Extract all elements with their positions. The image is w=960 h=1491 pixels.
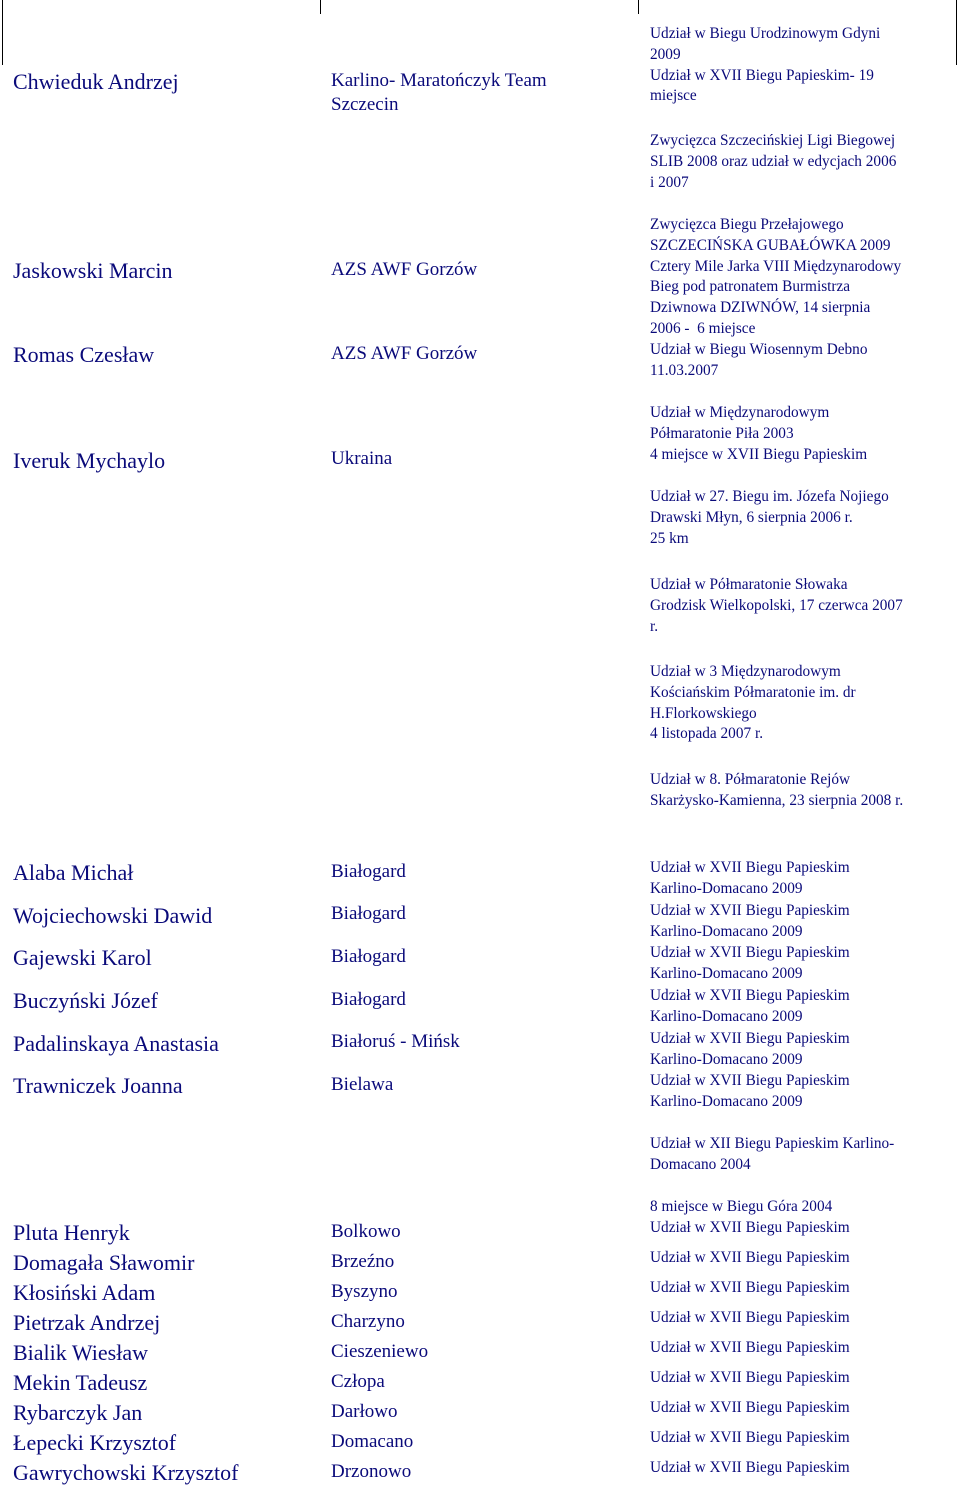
participant-name: Trawniczek Joanna [13, 1073, 183, 1098]
participant-club: Białoruś - Mińsk [331, 1031, 460, 1052]
column-divider [320, 0, 321, 14]
achievement-text: Udział w XVII Biegu Papieskim Karlino-Domacano 2009 [650, 1072, 850, 1110]
achievement-text: Udział w XVII Biegu Papieskim [650, 1369, 850, 1386]
participant-name: Pietrzak Andrzej [13, 1310, 161, 1335]
participant-club: Cieszeniewo [331, 1341, 429, 1362]
participant-club: Domacano [331, 1431, 414, 1452]
participant-club: Białogard [331, 861, 406, 882]
participant-name: Romas Czesław [13, 342, 155, 367]
achievement-text: Udział w Półmaratonie Słowaka Grodzisk Wielkopolski, 17 czerwca 2007 r. [650, 576, 903, 635]
achievement-text: Udział w XVII Biegu Papieskim [650, 1279, 850, 1296]
achievement-text: Udział w Biegu Urodzinowym Gdyni 2009 Udział w XVII Biegu Papieskim- 19 miejsce [650, 25, 881, 105]
achievement-text: Udział w 27. Biegu im. Józefa Nojiego Drawski Młyn, 6 sierpnia 2006 r. 25 km [650, 488, 889, 547]
participant-name: Gajewski Karol [13, 945, 152, 970]
participant-club: Człopa [331, 1371, 385, 1392]
achievement-text: Udział w Międzynarodowym Półmaratonie Piła 2003 4 miejsce w XVII Biegu Papieskim [650, 404, 868, 463]
participant-club: Charzyno [331, 1311, 405, 1332]
achievement-text: Udział w XVII Biegu Papieskim [650, 1429, 850, 1446]
participant-name: Wojciechowski Dawid [13, 903, 213, 928]
participant-club: Białogard [331, 989, 406, 1010]
participant-club: Darłowo [331, 1401, 398, 1422]
achievement-text: 8 miejsce w Biegu Góra 2004 [650, 1198, 833, 1215]
column-divider [2, 0, 3, 65]
participant-name: Rybarczyk Jan [13, 1400, 143, 1425]
achievement-text: Zwycięzca Biegu Przełajowego SZCZECIŃSKA GUBAŁÓWKA 2009 Cztery Mile Jarka VIII Międzynarodowy Bieg pod patronatem Burmistrza Dziwnowa DZIWNÓW, 14 sierpnia 2006 - 6 miejsce Udział w Biegu Wiosennym Debno 11.03.2007 [650, 216, 902, 379]
achievement-text: Udział w XVII Biegu Papieskim [650, 1309, 850, 1326]
participant-name: Padalinskaya Anastasia [13, 1031, 219, 1056]
achievement-text: Udział w XVII Biegu Papieskim Karlino-Domacano 2009 [650, 1030, 850, 1068]
participant-name: Buczyński Józef [13, 988, 158, 1013]
achievement-text: Udział w XVII Biegu Papieskim Karlino-Domacano 2009 [650, 859, 850, 897]
participant-name: Gawrychowski Krzysztof [13, 1460, 239, 1485]
column-divider [956, 0, 957, 65]
participant-club: Bielawa [331, 1074, 394, 1095]
participant-name: Mekin Tadeusz [13, 1370, 148, 1395]
achievement-text: Udział w XVII Biegu Papieskim Karlino-Domacano 2009 [650, 902, 850, 940]
participant-name: Chwieduk Andrzej [13, 69, 179, 94]
achievement-text: Udział w XVII Biegu Papieskim Karlino-Domacano 2009 [650, 987, 850, 1025]
achievement-text: Udział w 8. Półmaratonie Rejów Skarżysko-Kamienna, 23 sierpnia 2008 r. [650, 771, 904, 809]
participant-club: Białogard [331, 903, 406, 924]
participant-name: Alaba Michał [13, 860, 134, 885]
achievement-text: Zwycięzca Szczecińskiej Ligi Biegowej SLIB 2008 oraz udział w edycjach 2006 i 2007 [650, 132, 897, 191]
column-divider [638, 0, 639, 14]
participant-club: AZS AWF Gorzów [331, 343, 478, 364]
participant-club: Białogard [331, 946, 406, 967]
participant-club: Byszyno [331, 1281, 398, 1302]
achievement-text: Udział w XVII Biegu Papieskim [650, 1459, 850, 1476]
achievement-text: Udział w XII Biegu Papieskim Karlino- Domacano 2004 [650, 1135, 895, 1173]
participant-name: Jaskowski Marcin [13, 258, 173, 283]
achievement-text: Udział w XVII Biegu Papieskim [650, 1219, 850, 1236]
participant-club: Karlino- Maratończyk Team Szczecin [331, 70, 547, 115]
participant-name: Iveruk Mychaylo [13, 448, 166, 473]
achievement-text: Udział w XVII Biegu Papieskim Karlino-Domacano 2009 [650, 944, 850, 982]
participant-club: AZS AWF Gorzów [331, 259, 478, 280]
achievement-text: Udział w XVII Biegu Papieskim [650, 1399, 850, 1416]
participant-club: Brzeźno [331, 1251, 395, 1272]
achievement-text: Udział w 3 Międzynarodowym Kościańskim Półmaratonie im. dr H.Florkowskiego 4 listopada 2007 r. [650, 663, 856, 743]
achievement-text: Udział w XVII Biegu Papieskim [650, 1249, 850, 1266]
participant-name: Domagała Sławomir [13, 1250, 195, 1275]
participant-club: Drzonowo [331, 1461, 412, 1482]
participant-club: Ukraina [331, 448, 393, 469]
participant-name: Łepecki Krzysztof [13, 1430, 177, 1455]
achievement-text: Udział w XVII Biegu Papieskim [650, 1339, 850, 1356]
participant-name: Pluta Henryk [13, 1220, 130, 1245]
participant-club: Bolkowo [331, 1221, 401, 1242]
participant-name: Kłosiński Adam [13, 1280, 156, 1305]
participant-name: Bialik Wiesław [13, 1340, 148, 1365]
